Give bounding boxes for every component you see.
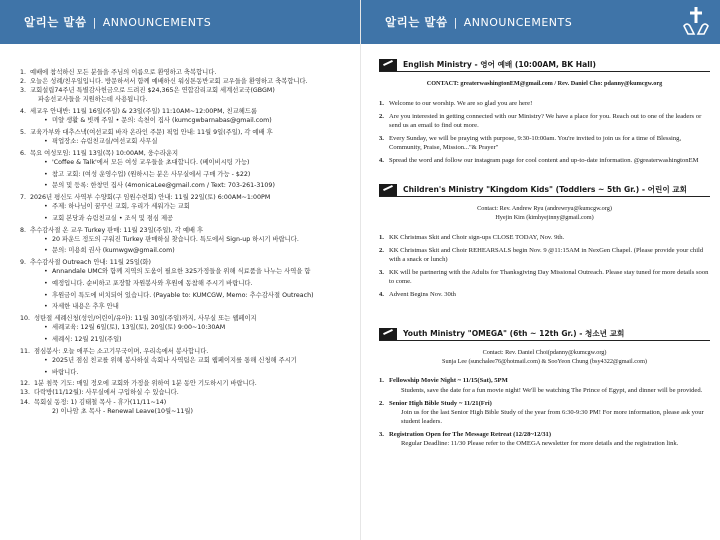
item-text: 교회설립74주년 특별감사헌금으로 드려진 $24,365은 연합감리교회 세계선교국(GBGM)	[30, 87, 275, 95]
item-number: 2.	[379, 399, 384, 407]
sub-item	[20, 137, 348, 146]
pen-icon	[379, 184, 397, 196]
youth-ministry-title: Youth Ministry "OMEGA" (6th ~ 12th Gr.) - 청소년 교회	[403, 329, 625, 339]
pen-icon	[379, 328, 397, 340]
sub-item	[20, 181, 348, 190]
item-body: KK Christmas Skit and Choir REHEARSALS begin Nov. 9 @11:15AM in NexGen Chapel. (Please provide your child with a snack or lunch)	[389, 246, 704, 263]
english-contact	[379, 80, 710, 89]
item-text: 세교우 안내반: 11월 16일(주일) & 23일(주일) 11:10AM~12:00PM, 친교헤드룸	[30, 108, 257, 116]
english-ministry-header	[379, 58, 710, 72]
list-item	[20, 314, 348, 323]
item-number: 3.	[379, 430, 384, 438]
list-item	[20, 226, 348, 235]
item-text: Students, save the date for a fun movie night! We'll be watching The Prince of Egypt, and dinner will be provided.	[401, 386, 703, 394]
item-number: 14.	[20, 398, 31, 406]
kids-contact-line1: Contact: Rev. Andrew Ryu (andrewryu@kumcgw.org)	[477, 205, 612, 213]
bullet-icon: •	[44, 182, 48, 190]
item-number: 6.	[20, 149, 27, 157]
list-item	[379, 233, 710, 242]
sub-item-text: 주제: 하나님이 꿈꾸신 교회, 우리가 세워가는 교회	[52, 203, 190, 211]
announcement-list	[0, 44, 360, 416]
list-item	[20, 77, 348, 86]
list-item	[379, 376, 710, 394]
item-body: Advent Begins Nov. 30th	[389, 291, 456, 299]
item-number: 7.	[20, 194, 27, 202]
item-text: 목요 여성모임: 11월 13일(목) 10:00AM, 웅수라운지	[30, 149, 179, 157]
youth-ministry-list	[379, 376, 710, 448]
pen-icon	[379, 59, 397, 71]
item-number: 12.	[20, 380, 31, 388]
bullet-icon: •	[44, 138, 48, 146]
sub-item-text: 교회 본당과 슈림친교실 • 조식 및 점심 제공	[52, 214, 174, 222]
item-text: 성탄절 세례신청(성인/어린이/유아): 11월 30일(주일)까지, 사무실 또는 웹페이지	[34, 315, 257, 323]
item-body: Spread the word and follow our instagram page for cool content and up-to-date information. @greaterwashingtonEM	[389, 157, 699, 165]
sub-item-text: 2025년 점심 친교를 위해 봉사하실 속회나 사역팀은 교회 웹페이지를 통해 신청해 주시기	[52, 356, 297, 364]
item-body: Welcome to our worship. We are so glad you are here!	[389, 99, 533, 107]
sub-item-text: 미얄 생활 & 빗깨 주일 • 문의: 속천이 집사 (kumcgwbarnabas@gmail.com)	[52, 117, 272, 125]
list-item	[20, 107, 348, 116]
item-text: 점심봉사: 오늘 애푸는 소고기무국이며, 우리속에서 봉사합니다.	[34, 347, 209, 355]
sub-item-text: 문의: 미용희 권사 (kumwgw@gmail.com)	[52, 247, 175, 255]
banner-separator: |	[92, 15, 97, 29]
sub-item-text: 20 파운드 정도의 구워진 Turkey 판매하실 찾습니다. 특도에서 Sign-up 하시기 바랍니다.	[52, 235, 299, 243]
list-item	[379, 399, 710, 426]
sub-item	[20, 202, 348, 211]
item-number: 2.	[379, 246, 384, 254]
banner-title-ko: 알리는 말씀	[385, 15, 448, 29]
sub-item	[20, 246, 348, 255]
announcements-banner	[0, 0, 360, 44]
item-heading: Fellowship Movie Night ~ 11/15(Sat), 5PM	[389, 377, 508, 385]
cross-hands-icon	[678, 4, 714, 40]
list-item	[20, 68, 348, 77]
sub-item	[20, 158, 348, 167]
list-item	[379, 134, 710, 152]
sub-item	[20, 291, 348, 300]
sub-item	[20, 170, 348, 179]
sub-item-text: 문의 및 등록: 한창민 집사 (4monicaLee@gmail.com / Text: 703-261-3109)	[52, 182, 275, 190]
kids-contact-line2: Hyejin Kim (kimhyejinny@gmail.com)	[495, 213, 594, 221]
item-text: 교육가부와 대추스낵(여선교회 바자 온라인 주문) 픽업 안내: 11월 9일(주일), 각 예배 후	[30, 128, 273, 136]
item-number: 4.	[20, 108, 27, 116]
sub-item	[20, 279, 348, 288]
list-item	[379, 246, 710, 264]
sub-item-text: 픽업장소: 슈림친교실/여선교회 사무실	[52, 138, 158, 146]
item-number: 2.	[20, 78, 27, 86]
item-body	[389, 376, 710, 394]
item-text: 추수감사절 온 교우 Turkey 판매: 11월 23일(주일), 각 예배 후	[30, 226, 204, 234]
item-text: 예배에 참석하신 모든 분들을 주님의 이름으로 환영하고 축복합니다.	[30, 69, 217, 76]
item-number: 4.	[379, 291, 384, 299]
item-continuation: 2) 이나암 초 목사 - Renewal Leave(10월~11월)	[52, 407, 193, 415]
youth-ministry-header	[379, 327, 710, 341]
list-item	[20, 398, 348, 407]
list-item	[20, 128, 348, 137]
bullet-icon: •	[44, 247, 48, 255]
sub-item	[20, 335, 348, 344]
item-number: 1.	[379, 377, 384, 385]
kids-ministry-list	[379, 233, 710, 300]
bullet-icon: •	[44, 170, 48, 178]
bullet-icon: •	[44, 235, 48, 243]
item-body	[389, 430, 710, 448]
kids-ministry-header	[379, 183, 710, 197]
bullet-icon: •	[44, 280, 48, 288]
item-number: 5.	[20, 128, 27, 136]
item-heading: Senior High Bible Study ~ 11/21(Fri)	[389, 399, 492, 407]
item-text: 1분 침묵 기도: 매일 정오에 교회와 가정을 위하여 1분 동안 기도하시기 바랍니다.	[34, 380, 257, 388]
item-text: 추수감사절 Outreach 안내: 11월 25일(화)	[30, 259, 151, 267]
ministry-sections	[361, 44, 720, 448]
list-item	[20, 347, 348, 356]
item-body: KK Christmas Skit and Choir sign-ups CLOSE TODAY, Nov. 9th.	[389, 233, 565, 241]
english-ministry-title: English Ministry - 영어 예배 (10:00AM, BK Hall)	[403, 60, 596, 69]
sub-item	[20, 214, 348, 223]
list-item	[20, 258, 348, 267]
item-heading: Registration Open for The Message Retreat (12/28~12/31)	[389, 430, 552, 438]
sub-item-text: 세례교육: 12월 6일(토), 13일(토), 20일(토) 9:00~10:30AM	[52, 324, 226, 332]
sub-item-text: 'Coffee & Talk'에서 모든 여성 교우들을 초대합니다. (베이비시팅 가능)	[52, 158, 250, 166]
list-item	[379, 430, 710, 448]
sub-item-text: 세례식: 12월 21일(주일)	[52, 336, 122, 344]
item-body: Every Sunday, we will be praying with purpose, 9:30-10:00am. You're invited to join us for a time of Blessing, Community, Praise, Mission..."& Prayer"	[389, 134, 682, 152]
banner-separator: |	[453, 15, 458, 29]
youth-contact-line2: Sunja Lee (sunchalee76@hotmail.com) & SooYeon Chung (bsy4322@gmail.com)	[442, 357, 647, 365]
list-item	[20, 379, 348, 388]
item-continuation: 파송선교사들을 지원하는데 사용됩니다.	[38, 96, 148, 104]
item-number: 1.	[20, 69, 27, 76]
item-number: 1.	[379, 233, 384, 241]
sub-item	[20, 302, 348, 311]
right-page	[360, 0, 720, 540]
english-ministry-list	[379, 99, 710, 166]
list-item	[379, 112, 710, 130]
item-number: 4.	[379, 157, 384, 165]
item-number: 1.	[379, 99, 384, 107]
banner-title-ko: 알리는 말씀	[24, 15, 87, 29]
bullet-icon: •	[44, 203, 48, 211]
item-body: Are you interested in getting connected with our Ministry? We have a place for you. Reach out to one of the leaders or send us an email to find out more.	[389, 112, 702, 129]
sub-item	[20, 235, 348, 244]
list-item	[20, 388, 348, 397]
bullet-icon: •	[44, 117, 48, 125]
announcements-banner-right	[361, 0, 720, 44]
sub-item-text: 예정입니다. 순비하고 포장할 자원봉사와 후원에 동참해 주시기 바랍니다.	[52, 280, 253, 288]
sub-item	[20, 116, 348, 125]
item-text: Regular Deadline: 11/30 Please refer to the OMEGA newsletter for more details and the registration link.	[401, 440, 679, 448]
item-number: 8.	[20, 226, 27, 234]
list-item	[379, 156, 710, 165]
item-number: 2.	[379, 112, 384, 120]
sub-item-text: Annandale UMC와 함께 지역의 도움이 필요한 325가정들을 위해 식료품을 나누는 사역을 함	[52, 268, 311, 276]
item-number: 3.	[379, 268, 384, 276]
list-item	[379, 99, 710, 108]
sub-item	[20, 267, 348, 276]
bullet-icon: •	[44, 303, 48, 311]
banner-title-en: ANNOUNCEMENTS	[463, 15, 573, 29]
sub-item-text: 후원금이 특도에 비치되어 있습니다. (Payable to: KUMCGW, Memo: 추수감사절 Outreach)	[52, 291, 314, 299]
sub-item-text: 자세한 내용은 추후 안내	[52, 303, 119, 311]
youth-contact-line1: Contact: Rev. Daniel Choi(pdanny@kumcgw.org)	[482, 349, 607, 357]
sub-item	[20, 356, 348, 365]
item-text: Join us for the last Senior High Bible Study of the year from 6:30-9:30 PM! For more information, please ask your student leaders.	[401, 408, 704, 425]
item-text: 2026년 평신도 사역부 수양회(구 임원수련회) 안내: 11월 22일(토) 6:00AM~1:00PM	[30, 194, 271, 202]
list-item	[379, 268, 710, 286]
item-body: KK will be partnering with the Adults for Thanksgiving Day Missional Outreach. Please stay tuned for more details soon to come.	[389, 268, 709, 285]
item-text: 목회실 동정: 1) 김태철 목사 - 휴가(11/11~14)	[34, 398, 167, 406]
item-number: 3.	[379, 134, 384, 142]
sub-item-text: 참고 교회: (여성 운영수업) (원하시는 분은 사무실에서 구매 가능 - $22)	[52, 170, 251, 178]
sub-item	[20, 323, 348, 332]
item-body	[389, 399, 710, 426]
bullet-icon: •	[44, 336, 48, 344]
bullet-icon: •	[44, 158, 48, 166]
kids-contact	[379, 205, 710, 222]
kids-ministry-title: Children's Ministry "Kingdom Kids" (Toddlers ~ 5th Gr.) - 어린이 교회	[403, 185, 687, 195]
bullet-icon: •	[44, 356, 48, 364]
youth-contact	[379, 349, 710, 366]
item-number: 9.	[20, 259, 27, 267]
list-item	[379, 290, 710, 299]
list-item	[20, 149, 348, 158]
item-number: 11.	[20, 347, 31, 355]
bullet-icon: •	[44, 214, 48, 222]
english-contact-text: CONTACT: greaterwashingtonEM@gmail.com / Rev. Daniel Cho: pdanny@kumcgw.org	[426, 80, 663, 87]
bullet-icon: •	[44, 368, 48, 376]
item-number: 13.	[20, 389, 31, 397]
list-item	[20, 193, 348, 202]
item-number: 10.	[20, 315, 31, 323]
sub-item	[20, 368, 348, 377]
list-item	[20, 86, 348, 95]
item-number: 3.	[20, 87, 27, 95]
bullet-icon: •	[44, 291, 48, 299]
sub-item-text: 바랍니다.	[52, 368, 79, 376]
item-text: 오늘은 성례/친우일입니다. 방문하셔서 함께 예배하신 워싱톤동반교회 교우들을 환영하고 축복합니다.	[30, 78, 308, 86]
bullet-icon: •	[44, 324, 48, 332]
item-text: 다락방(11/12월): 사무실에서 구입하실 수 있습니다.	[34, 389, 179, 397]
banner-title-en: ANNOUNCEMENTS	[102, 15, 212, 29]
bullet-icon: •	[44, 268, 48, 276]
